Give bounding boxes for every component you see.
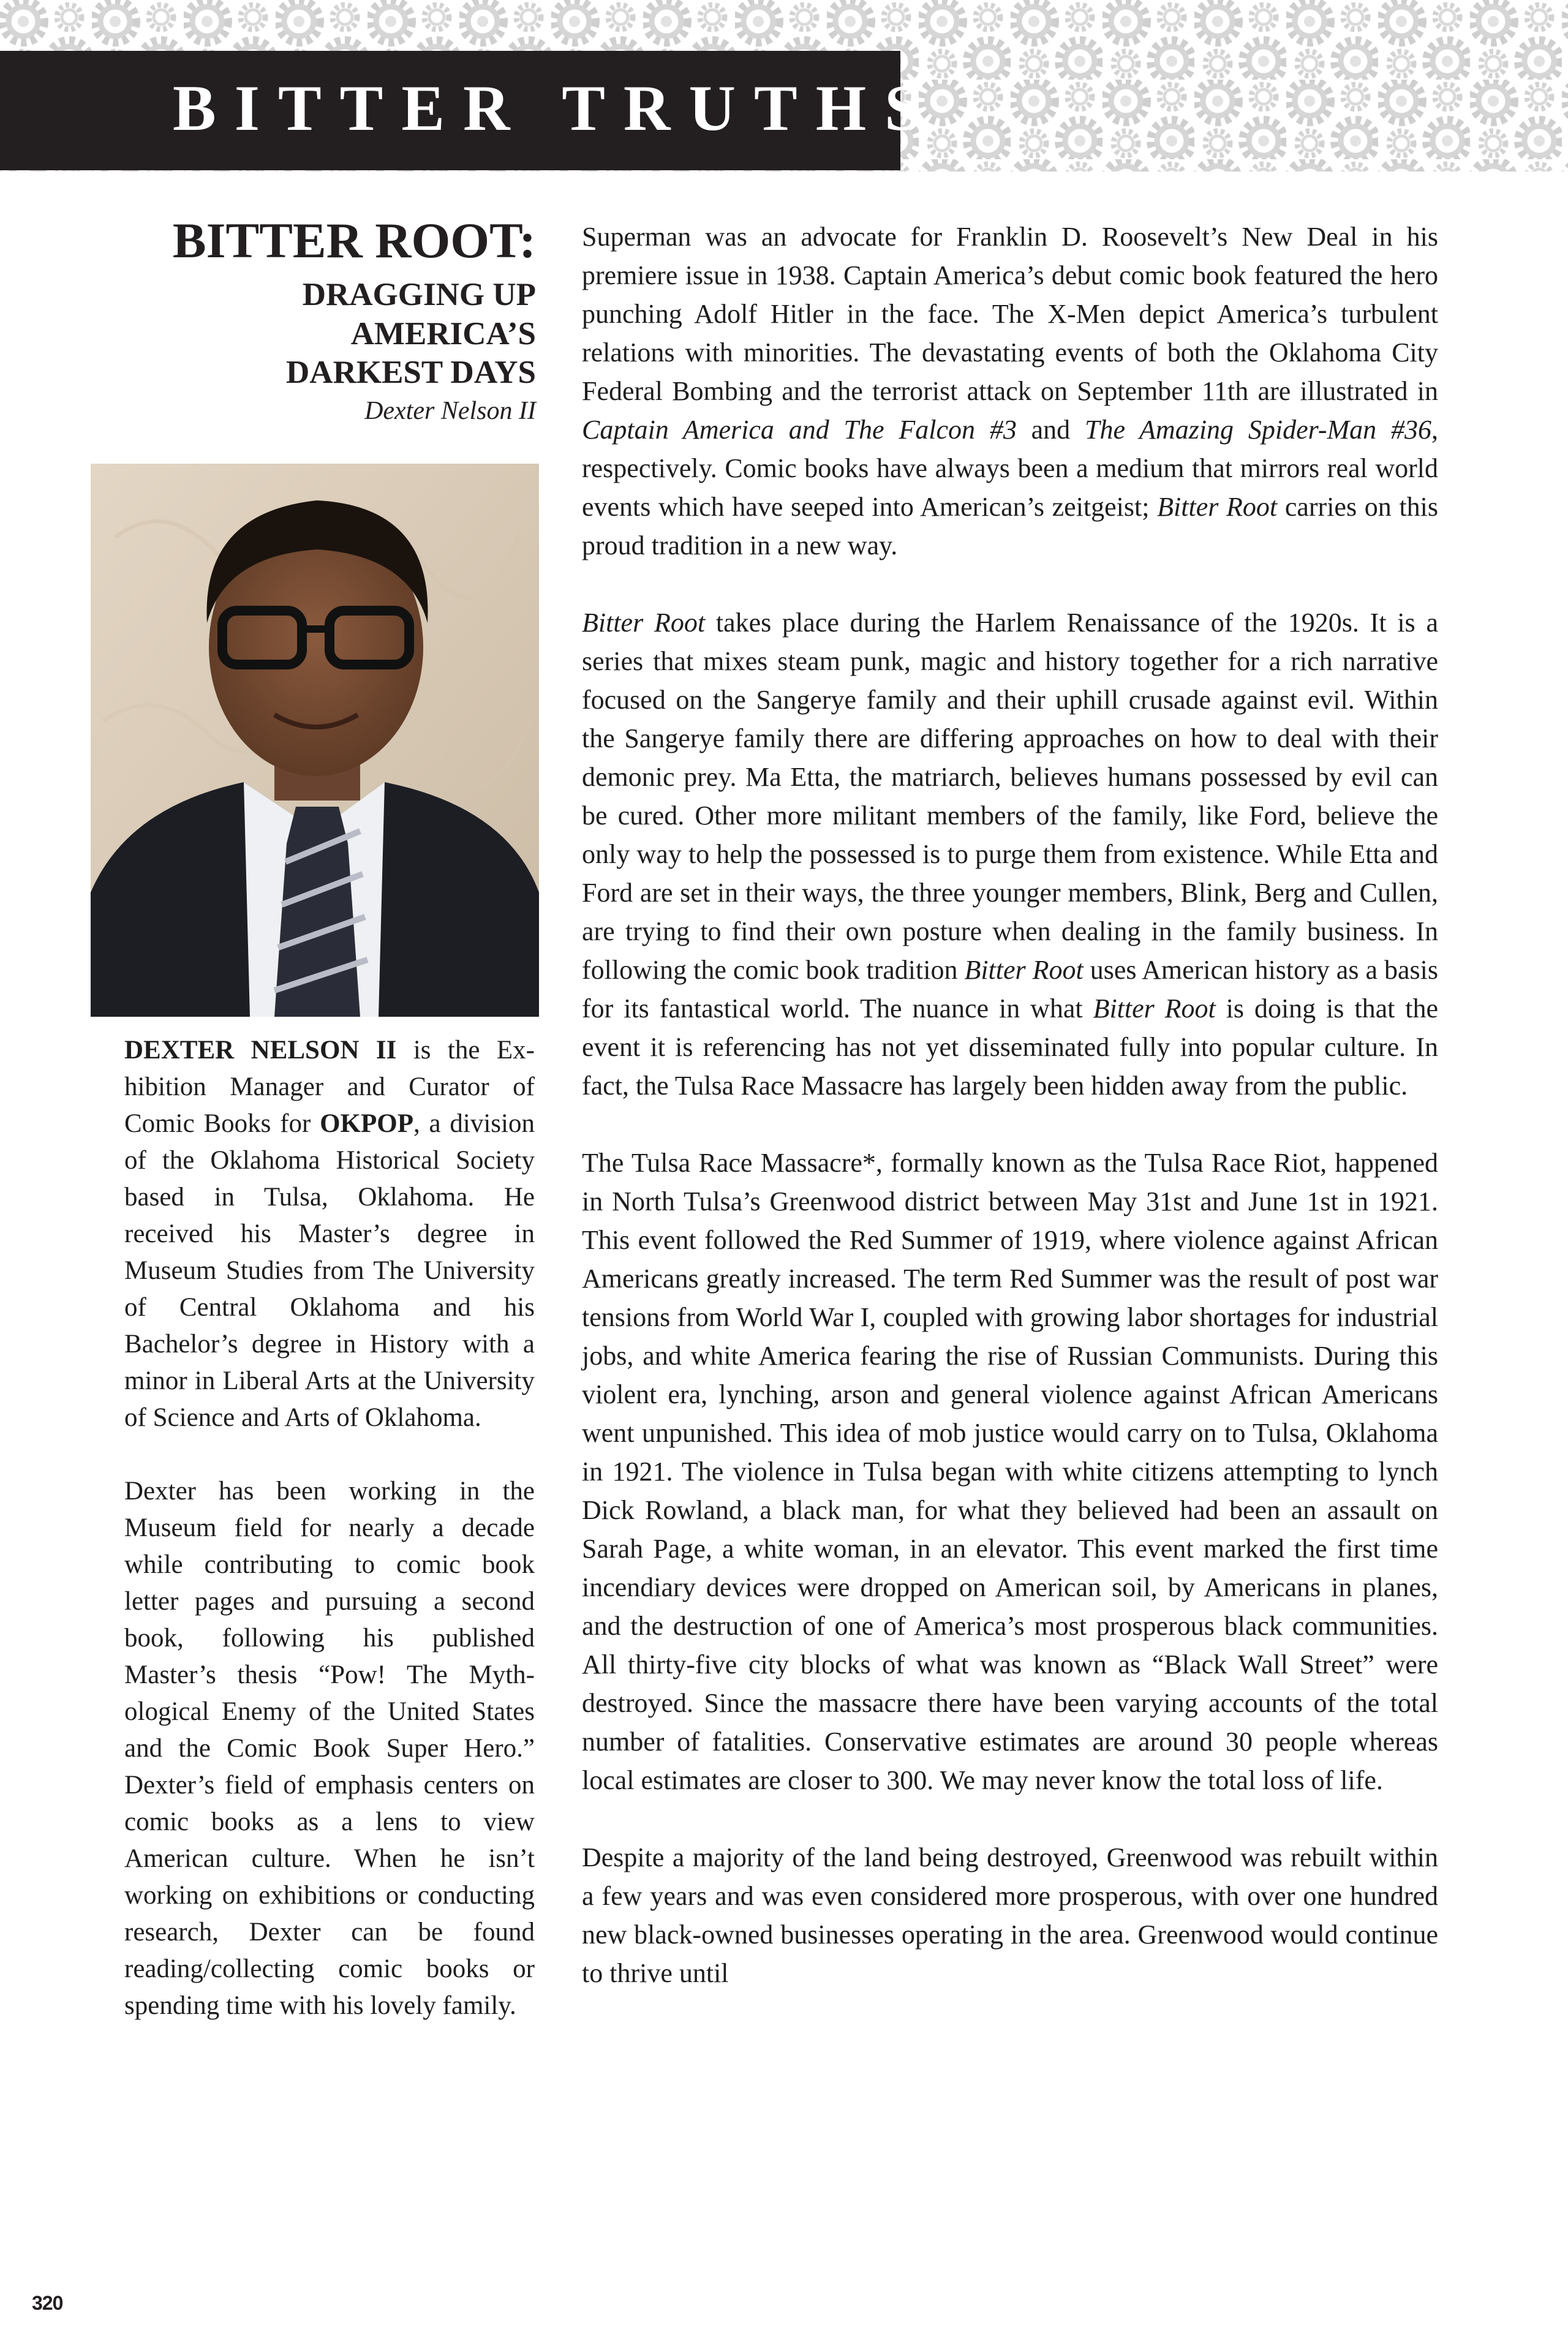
section-title: BITTER TRUTHS xyxy=(173,72,940,144)
bio-paragraph: DEXTER NELSON II is the Exhibition Manager and Curator of Comic Books for OKPOP, a division of the Oklahoma Historical Society based in Tulsa, Oklahoma. He received his Master’s degree in Museum Studies from The University of Central Oklahoma and his Bachelor’s degree in History with a minor in Liberal Arts at the University of Science and Arts of Oklahoma. xyxy=(124,1036,535,1432)
subheadline-line: AMERICA’S xyxy=(350,315,536,352)
author-portrait xyxy=(91,464,539,1017)
body-paragraph: Despite a majority of the land being destroyed, Greenwood was rebuilt within a few years and was even considered more prosperous, with over one hundred new black-owned businesses operating in the area. Greenwood would continue to thrive until xyxy=(582,1842,1438,1988)
article-headline: BITTER ROOT: xyxy=(172,213,536,268)
bio-name: DEXTER NELSON II xyxy=(124,1036,397,1065)
article-header xyxy=(74,214,536,426)
subheadline-line: DARKEST DAYS xyxy=(286,355,536,391)
body-paragraph: Bitter Root takes place during the Harlem Renaissance of the 1920s. It is a series that mixes steam punk, magic and history together for a rich narrative focused on the Sangerye family and their uphill crusade against evil. Within the Sangerye family there are differing approaches on how to deal with their demonic prey. Ma Etta, the matriarch, believes humans possessed by evil can be cured. Other more militant members of the family, like Ford, believe the only way to help the possessed is to purge them from existence. While Etta and Ford are set in their ways, the three younger members, Blink, Berg and Cullen, are trying to find their own posture when dealing in the family business. In following the comic book tradition Bitter Root uses American history as a basis for its fantastical world. The nuance in what Bitter Root is doing is that the event it is referencing has not yet disseminated fully into popular culture. In fact, the Tulsa Race Massacre has largely been hidden away from the public. xyxy=(582,608,1438,1101)
subheadline-line: DRAGGING UP xyxy=(302,277,536,313)
section-title-bar xyxy=(0,51,940,170)
bio-org: OKPOP xyxy=(320,1109,413,1138)
bio-paragraph: Dexter has been working in the Museum field for nearly a decade while contributing to comic book letter pages and pursuing a second book, following his published Master’s thesis “Pow! The Mythological Enemy of the United States and the Comic Book Super Hero.” Dexter’s field of emphasis centers on comic books as a lens to view American culture. When he isn’t working on exhibitions or conducting research, Dexter can be found reading/collecting comic books or spending time with his lovely family. xyxy=(124,1477,535,2020)
author-byline: Dexter Nelson II xyxy=(364,396,536,425)
page-number: 320 xyxy=(32,2292,63,2314)
author-bio xyxy=(124,1032,535,2061)
body-paragraph: Superman was an advocate for Franklin D. Roosevelt’s New Deal in his premiere issue in 1938. Captain America’s debut comic book featured the hero punching Adolf Hitler in the face. The X-Men depict America’s turbulent relations with minorities. The devastating events of both the Oklahoma City Federal Bombing and the terrorist attack on September 11th are illustrated in Captain America and The Falcon #3 and The Amazing Spider-Man #36, respectively. Comic books have always been a medium that mirrors real world events which have seeped into American’s zeitgeist; Bitter Root carries on this proud tradition in a new way. xyxy=(582,222,1439,560)
body-paragraph: The Tulsa Race Massacre*, formally known as the Tulsa Race Riot, happened in North Tulsa’s Greenwood district between May 31st and June 1st in 1921. This event followed the Red Summer of 1919, where violence against African Americans greatly increased. The term Red Summer was the result of post war tensions from World War I, coupled with growing labor shortages for industrial jobs, and white America fearing the rise of Russian Communists. During this violent era, lynching, arson and general violence against African Americans went unpunished. This idea of mob justice would carry on to Tulsa, Oklahoma in 1921. The violence in Tulsa began with white citizens attempting to lynch Dick Rowland, a black man, for what they believed had been an assault on Sarah Page, a white woman, in an elevator. This event marked the first time incendiary devices were dropped on American soil, by Americans in planes, and the destruction of one of America’s most prosperous black communities. All thirty-five city blocks of what was known as “Black Wall Street” were destroyed. Since the massacre there have been varying accounts of the total number of fatalities. Conservative estimates are around 30 people whereas local estimates are closer to 300. We may never know the total loss of life. xyxy=(582,1148,1438,1795)
article-body xyxy=(582,217,1438,1992)
article-subheadline xyxy=(74,276,536,393)
